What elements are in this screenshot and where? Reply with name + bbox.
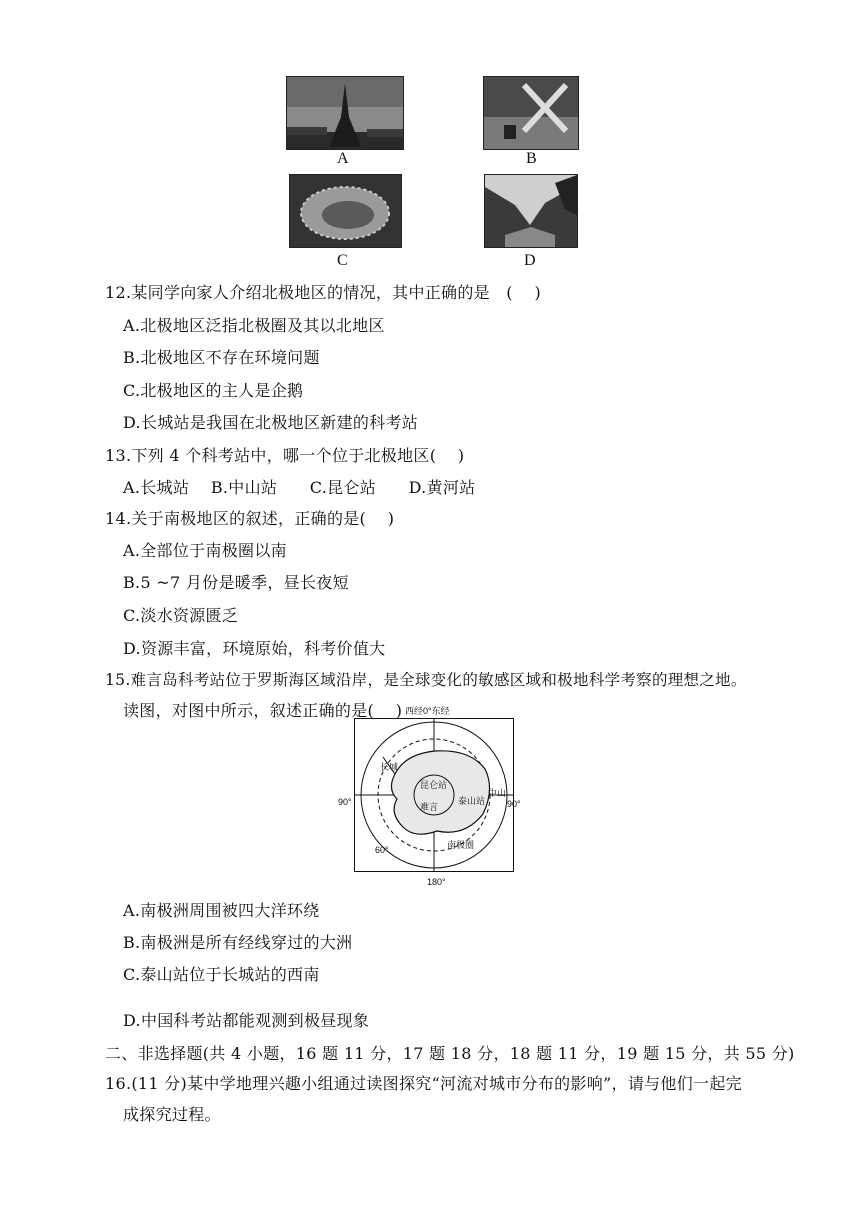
question-14-option-c: C.淡水资源匮乏: [123, 606, 239, 625]
photo-windmill: [483, 76, 579, 150]
question-12-option-b: B.北极地区不存在环境问题: [123, 348, 320, 367]
photo-fjord: [484, 174, 578, 248]
question-14-option-d: D.资源丰富，环境原始，科考价值大: [123, 639, 386, 658]
image-caption-a: A: [337, 150, 349, 167]
map-right-label: 90°: [507, 799, 521, 809]
photo-colosseum: [289, 174, 402, 248]
question-15-stem-line2: 读图，对图中所示，叙述正确的是( ): [123, 701, 403, 720]
image-caption-c: C: [337, 252, 348, 269]
question-14-option-a: A.全部位于南极圈以南: [123, 541, 287, 560]
question-16-line2: 成探究过程。: [123, 1105, 221, 1124]
map-antarctic-circle-label: 南极圈: [447, 840, 475, 850]
question-13-options: A.长城站 B.中山站 C.昆仑站 D.黄河站: [123, 478, 476, 497]
question-15-option-b: B.南极洲是所有经线穿过的大洲: [123, 933, 353, 952]
map-top-label: 西经0°东经: [405, 706, 450, 716]
map-bottom-label: 180°: [427, 877, 446, 887]
question-12-option-a: A.北极地区泛指北极圈及其以北地区: [123, 316, 385, 335]
question-14-option-b: B.5 ~7 月份是暖季，昼长夜短: [123, 573, 349, 592]
question-15-stem-line1: 15.难言岛科考站位于罗斯海区域沿岸，是全球变化的敏感区域和极地科学考察的理想之地。: [105, 671, 747, 689]
question-12-option-c: C.北极地区的主人是企鹅: [123, 381, 304, 400]
question-16-line1: 16.(11 分)某中学地理兴趣小组通过读图探究“河流对城市分布的影响”，请与他们一起完: [105, 1074, 742, 1093]
map-station-taishan: 泰山站: [458, 796, 486, 806]
question-13-stem: 13.下列 4 个科考站中，哪一个位于北极地区( ): [105, 446, 465, 465]
map-station-zhongshan: 中山: [488, 788, 507, 798]
map-left-label: 90°: [338, 797, 352, 807]
section-2-heading: 二、非选择题(共 4 小题，16 题 11 分，17 题 18 分，18 题 11 分，19 题 15 分，共 55 分): [105, 1044, 795, 1063]
question-12-stem: 12.某同学向家人介绍北极地区的情况，其中正确的是 ( ): [105, 283, 542, 302]
question-15-option-a: A.南极洲周围被四大洋环绕: [123, 901, 320, 920]
question-15-option-c: C.泰山站位于长城站的西南: [123, 965, 320, 984]
photo-eiffel-tower: [286, 76, 404, 150]
image-caption-b: B: [526, 150, 537, 167]
map-lat-label: 60°: [375, 845, 389, 855]
question-14-stem: 14.关于南极地区的叙述，正确的是( ): [105, 509, 395, 528]
question-15-option-d: D.中国科考站都能观测到极昼现象: [123, 1011, 370, 1030]
question-12-option-d: D.长城站是我国在北极地区新建的科考站: [123, 413, 419, 432]
map-station-kunlun: 昆仑站: [420, 780, 448, 790]
map-station-nanyan: 难言: [420, 802, 439, 812]
map-station-changcheng: 长城: [380, 762, 399, 772]
image-caption-d: D: [524, 252, 536, 269]
